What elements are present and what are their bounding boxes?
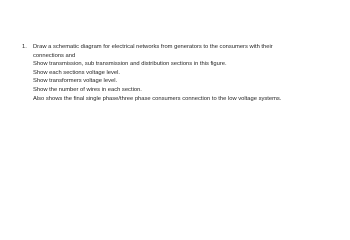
question-line-3: Show transmission, sub transmission and distribution sections in this figure. <box>33 61 227 68</box>
document-page <box>0 0 350 118</box>
question-line-7: Also shows the final single phase/three phase consumers connection to the low voltage systems. <box>33 95 282 102</box>
question-text <box>33 43 345 103</box>
question-line-4: Show each sections voltage level. <box>33 69 121 76</box>
question-line-5: Show transformers voltage level. <box>33 78 118 85</box>
question-line-2: connections and <box>33 52 76 59</box>
question-line-6: Show the number of wires in each section. <box>33 86 142 93</box>
question-number: 1. <box>22 44 27 50</box>
question-line-1: Draw a schematic diagram for electrical networks from generators to the consumers with their <box>33 44 273 50</box>
